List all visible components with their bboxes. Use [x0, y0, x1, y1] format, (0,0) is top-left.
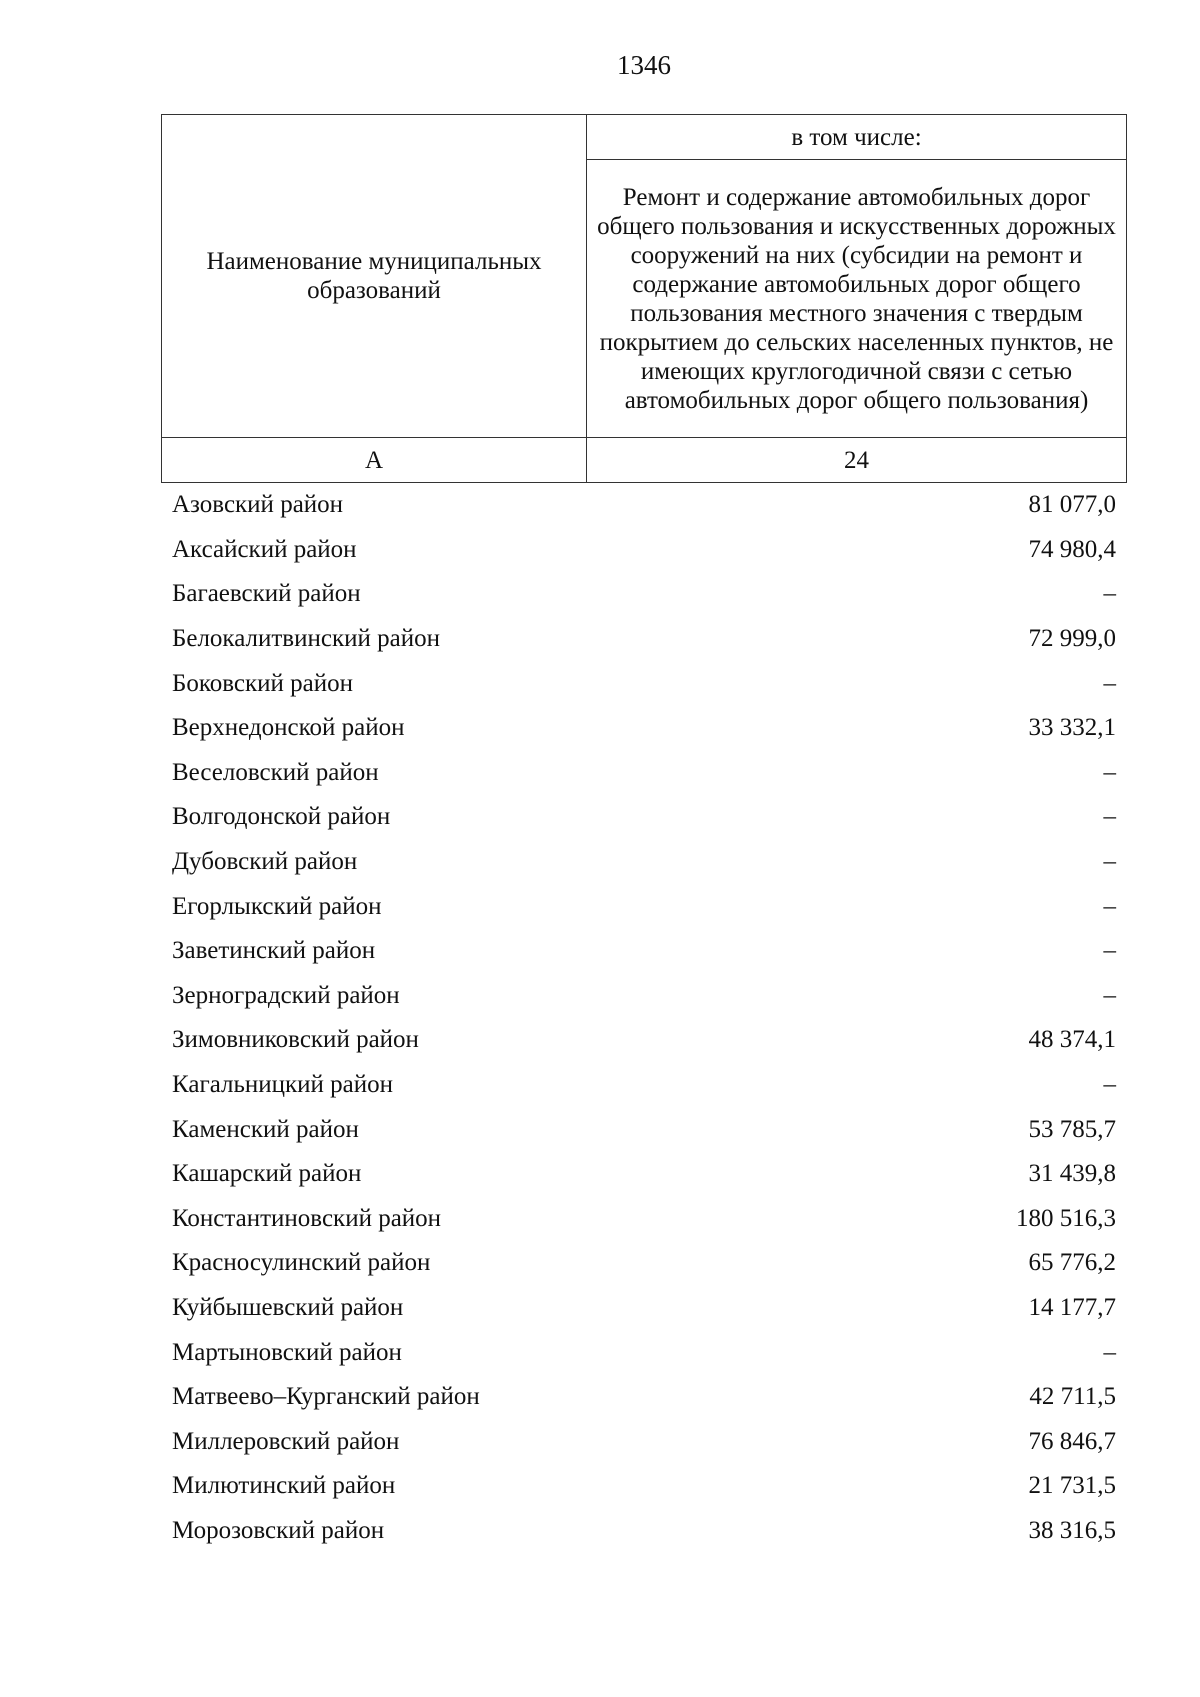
municipality-name: Мартыновский район [172, 1338, 402, 1366]
amount-value: – [1103, 981, 1116, 1009]
amount-value: – [1103, 803, 1116, 831]
amount-value: 42 711,5 [1029, 1383, 1116, 1411]
table-row [172, 1419, 1116, 1464]
table-row [172, 1107, 1116, 1152]
amount-value: – [1103, 1071, 1116, 1099]
table-row [172, 1375, 1116, 1420]
table-row [172, 1197, 1116, 1242]
municipality-name: Матвеево–Курганский район [172, 1383, 480, 1411]
municipality-name: Веселовский район [172, 758, 379, 786]
table-row [172, 1330, 1116, 1375]
municipality-name: Милютинский район [172, 1472, 396, 1500]
amount-value: 76 846,7 [1028, 1427, 1116, 1455]
column-header-name [162, 115, 587, 438]
table-row [172, 1152, 1116, 1197]
table-row [172, 974, 1116, 1019]
table-row [172, 1464, 1116, 1509]
table-row [172, 929, 1116, 974]
table-row [172, 751, 1116, 796]
table-row [172, 1286, 1116, 1331]
page-number: 1346 [617, 50, 671, 80]
table-row [172, 572, 1116, 617]
municipality-name: Азовский район [172, 491, 344, 519]
municipality-name: Дубовский район [172, 848, 358, 876]
amount-value: – [1103, 669, 1116, 697]
municipality-name: Куйбышевский район [172, 1293, 404, 1321]
column-header-description: Ремонт и содержание автомобильных дорог общего пользования и искусственных дорожных сооружений на них (субсидии на ремонт и содержание автомобильных дорог общего пользования местного значения с твердым покрытием до сельских населенных пунктов, не имеющих круглогодичной связи с сетью автомобильных дорог общего пользования) [587, 160, 1127, 438]
amount-value: 14 177,7 [1028, 1293, 1116, 1321]
municipality-name: Боковский район [172, 669, 353, 697]
column-group-label: в том числе: [587, 115, 1127, 160]
municipality-name: Кашарский район [172, 1160, 362, 1188]
amount-value: – [1103, 580, 1116, 608]
municipality-name: Миллеровский район [172, 1427, 400, 1455]
municipality-name: Зимовниковский район [172, 1026, 419, 1054]
municipality-name: Зерноградский район [172, 981, 400, 1009]
municipality-name: Заветинский район [172, 937, 376, 965]
amount-value: 38 316,5 [1028, 1516, 1116, 1544]
amount-value: – [1103, 758, 1116, 786]
table-row [172, 661, 1116, 706]
municipality-name: Каменский район [172, 1115, 359, 1143]
amount-value: 65 776,2 [1028, 1249, 1116, 1277]
amount-value: 48 374,1 [1028, 1026, 1116, 1054]
table-row [172, 795, 1116, 840]
municipality-name: Верхнедонской район [172, 714, 405, 742]
municipality-name: Красносулинский район [172, 1249, 431, 1277]
amount-value: 74 980,4 [1028, 535, 1116, 563]
table-row [172, 840, 1116, 885]
column-index-name: А [162, 438, 587, 483]
table-row [172, 1241, 1116, 1286]
amount-value: 180 516,3 [1016, 1204, 1116, 1232]
amount-value: – [1103, 937, 1116, 965]
table-row [172, 1018, 1116, 1063]
amount-value: – [1103, 892, 1116, 920]
table-row [172, 1509, 1116, 1554]
column-index-value: 24 [587, 438, 1127, 483]
table-row [172, 528, 1116, 573]
amount-value: 53 785,7 [1028, 1115, 1116, 1143]
municipality-name: Морозовский район [172, 1516, 385, 1544]
table-row [172, 1063, 1116, 1108]
table-row [172, 884, 1116, 929]
amount-value: 72 999,0 [1028, 625, 1116, 653]
amount-value: – [1103, 1338, 1116, 1366]
amount-value: 81 077,0 [1028, 491, 1116, 519]
table-row [172, 617, 1116, 662]
column-header-name-text: Наименование муниципальных образований [206, 248, 542, 304]
amount-value: – [1103, 848, 1116, 876]
table-row [172, 483, 1116, 528]
municipality-name: Аксайский район [172, 535, 357, 563]
table-row [172, 706, 1116, 751]
municipality-name: Егорлыкский район [172, 892, 382, 920]
municipality-name: Белокалитвинский район [172, 625, 440, 653]
municipality-name: Волгодонской район [172, 803, 391, 831]
amount-value: 21 731,5 [1028, 1472, 1116, 1500]
table-body [172, 483, 1116, 1553]
municipality-name: Кагальницкий район [172, 1071, 394, 1099]
amount-value: 31 439,8 [1028, 1160, 1116, 1188]
municipality-name: Багаевский район [172, 580, 361, 608]
amount-value: 33 332,1 [1028, 714, 1116, 742]
table-header [161, 114, 1127, 483]
municipality-name: Константиновский район [172, 1204, 442, 1232]
